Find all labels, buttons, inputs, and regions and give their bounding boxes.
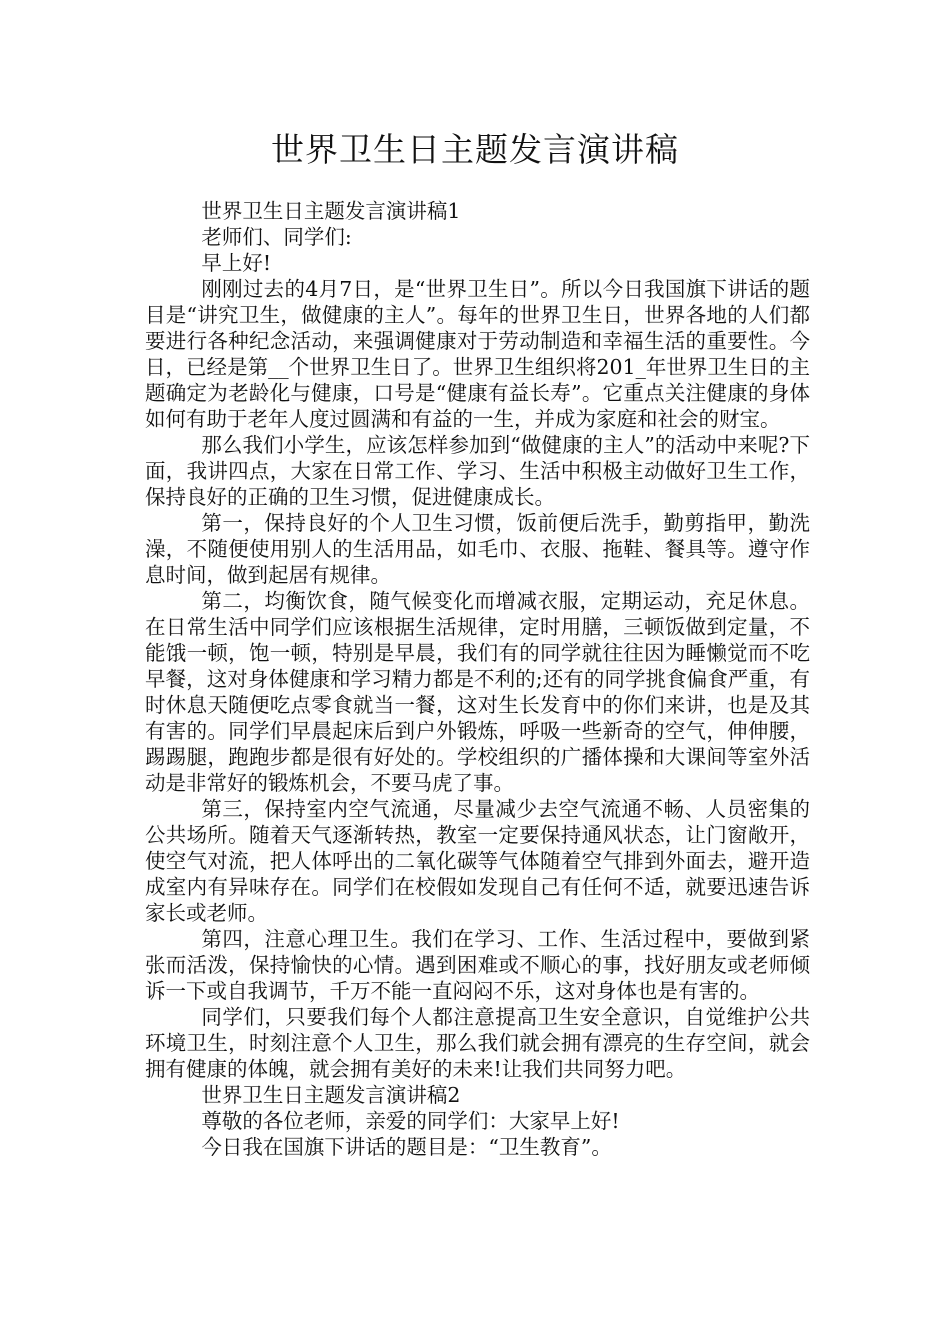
document-title: 世界卫生日主题发言演讲稿 — [271, 130, 679, 169]
body-paragraph: 第三，保持室内空气流通，尽量减少去空气流通不畅、人员密集的公共场所。随着天气逐渐转热，教室一定要保持通风状态，让门窗敞开，使空气对流，把人体呼出的二氧化碳等气体随着空气排到外面去，避开造成室内有异味存在。同学们在校假如发现自己有任何不适，就要迅速告诉家长或老师。 — [145, 797, 810, 925]
salutation: 老师们、同学们: — [201, 225, 352, 249]
body-paragraph: 今日我在国旗下讲话的题目是：“卫生教育”。 — [201, 1135, 612, 1159]
body-paragraph: 同学们，只要我们每个人都注意提高卫生安全意识，自觉维护公共环境卫生，时刻注意个人卫生，那么我们就会拥有漂亮的生存空间，就会拥有健康的体魄，就会拥有美好的未来!让我们共同努力吧。 — [145, 1005, 810, 1081]
body-paragraph: 第四，注意心理卫生。我们在学习、工作、生活过程中，要做到紧张而活泼，保持愉快的心情。遇到困难或不顺心的事，找好朋友或老师倾诉一下或自我调节，千万不能一直闷闷不乐，这对身体也是有害的。 — [145, 927, 810, 1003]
body-paragraph: 刚刚过去的4月7日，是“世界卫生日”。所以今日我国旗下讲话的题目是“讲究卫生，做健康的主人”。每年的世界卫生日，世界各地的人们都要进行各种纪念活动，来强调健康对于劳动制造和幸福生活的重要性。今日，已经是第__个世界卫生日了。世界卫生组织将201_年世界卫生日的主题确定为老龄化与健康，口号是“健康有益长寿”。它重点关注健康的身体如何有助于老年人度过圆满和有益的一生，并成为家庭和社会的财宝。 — [145, 277, 810, 431]
section-heading-2: 世界卫生日主题发言演讲稿2 — [201, 1083, 461, 1107]
body-paragraph: 第一，保持良好的个人卫生习惯，饭前便后洗手，勤剪指甲，勤洗澡，不随便使用别人的生活用品，如毛巾、衣服、拖鞋、餐具等。遵守作息时间，做到起居有规律。 — [145, 511, 810, 587]
body-paragraph: 那么我们小学生，应该怎样参加到“做健康的主人”的活动中来呢?下面，我讲四点，大家在日常工作、学习、生活中积极主动做好卫生工作，保持良好的正确的卫生习惯，促进健康成长。 — [145, 433, 810, 509]
document-body — [145, 198, 810, 1160]
salutation: 尊敬的各位老师，亲爱的同学们：大家早上好! — [201, 1109, 620, 1133]
body-paragraph: 第二，均衡饮食，随气候变化而增减衣服，定期运动，充足休息。在日常生活中同学们应该根据生活规律，定时用膳，三顿饭做到定量，不能饿一顿，饱一顿，特别是早晨，我们有的同学就往往因为睡懒觉而不吃早餐，这对身体健康和学习精力都是不利的;还有的同学挑食偏食严重，有时休息天随便吃点零食就当一餐，这对生长发育中的你们来讲，也是及其有害的。同学们早晨起床后到户外锻炼，呼吸一些新奇的空气，伸伸腰，踢踢腿，跑跑步都是很有好处的。学校组织的广播体操和大课间等室外活动是非常好的锻炼机会，不要马虎了事。 — [145, 589, 810, 795]
greeting: 早上好! — [201, 251, 272, 275]
section-heading-1: 世界卫生日主题发言演讲稿1 — [201, 199, 461, 223]
